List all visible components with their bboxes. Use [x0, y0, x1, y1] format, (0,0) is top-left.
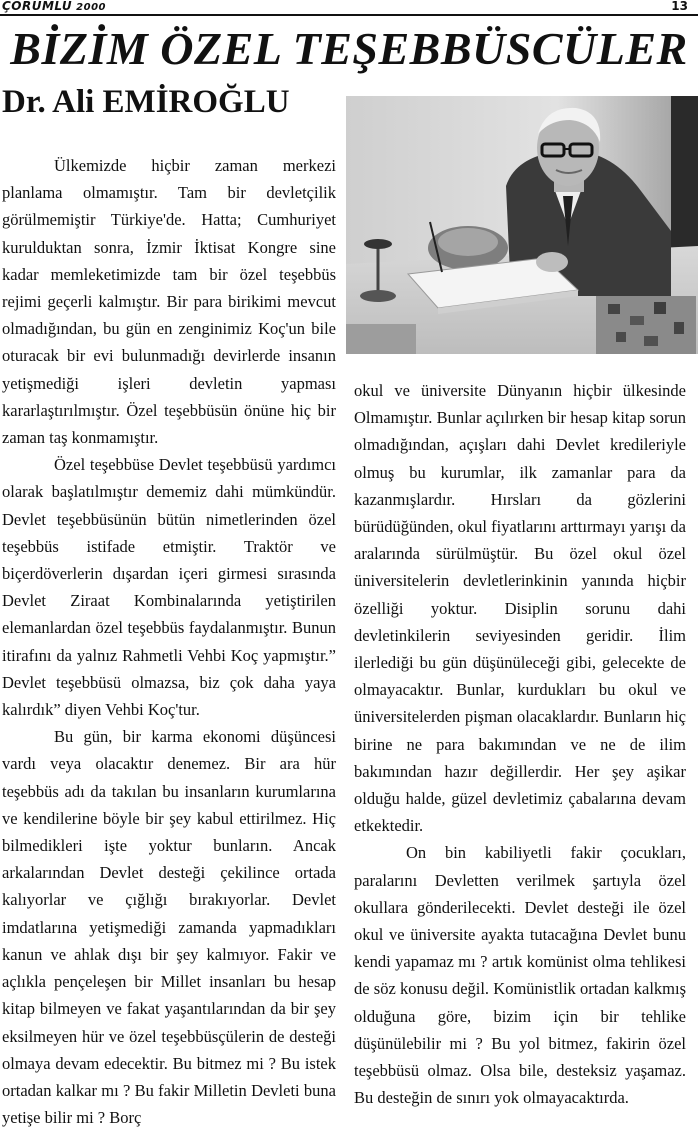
paragraph: On bin kabiliyetli fakir çocukları, paralarını Devletten verilmek şartıyla özel okullara gönderilecekti. Devlet desteği ile özel okul ve üniversite ayakta tutacağına Devlet bunu kendi yapamaz mı ? artık komünist olma tehlikesi de söz konusu değil. Komünistlik ortadan kalkmış olduğuna göre, bizim için bir tehlike düşünülebilir mi ? Bu yol bitmez, fakirin özel teşebbüsü olmaz. Olsa bile, desteksiz yaşamaz. Bu desteğin de sınırı yok olmayacaktırda. — [354, 843, 686, 1108]
article-column-left — [2, 152, 336, 1131]
newspaper-brand — [2, 0, 106, 14]
author-byline: Dr. Ali EMİROĞLU — [2, 84, 290, 120]
page-number: 13 — [671, 0, 688, 13]
paragraph: Bu gün, bir karma ekonomi düşüncesi vardı veya olacaktır denemez. Bir ara hür teşebbüs adı da takılan bu insanların kurumlarına ve kendilerine böyle bir şey kabul ettirilmez. Hiç bilmedikleri işte yoktur bunların. Ancak arkalarından Devlet desteği çekilince ortada kalıyorlar ve çığlığı bırakıyorlar. Devlet imdatlarına yetişmediği zamanda yapmadıkları kanun ve ahlak dışı bir şey kalmıyor. Fakir ve açlıkla pençeleşen bir Millet insanları bu hesap kitap bilmeyen ve fakat yaşantılarından da bir şey eksilmeyen hür ve özel teşebbüsçülerin de desteği olmaya devam edecektir. Bu bitmez mi ? Bu istek ortadan kalkar mı ? Bu fakir Milletin Devleti buna yetişe bilir mi ? Borç — [2, 727, 336, 1128]
paragraph: okul ve üniversite Dünyanın hiçbir ülkesinde Olmamıştır. Bunlar açılırken bir hesap kitap sorun olmadığından, açışları dahi Devlet kredileriyle olmuş bu kurumlar, ilk zamanlar para da kazanmışlardır. Hırsları da gözlerini bürüdüğünden, okul fiyatlarını arttırmayı yarışı da aralarında sürülmüştür. Bu özel okul özel üniversitelerin devletlerinkinin yanında hiçbir özelliği yoktur. Disiplin sorunu dahi devletinkilerin seviyesinden geridir. İlim ilerlediği bu gün düşünüleceği gibi, gelecekte de olmayacaktır. Bunlar, kurdukları bu okul ve üniversitelerden pişman olacaklardır. Bunların hiç birine ne para bakımından ve ne de ilim bakımından hazır değillerdir. Her şey aşikar olduğu halde, güzel devletimiz çabalarına devam etkektedir. — [354, 381, 686, 836]
article-column-right — [354, 377, 686, 1111]
paragraph: Özel teşebbüse Devlet teşebbüsü yardımcı olarak başlatılmıştır dememiz dahi mümkündür. Devlet teşebbüsünün bütün nimetlerinden özel teşebbüs istifade etmiştir. Traktör ve biçerdöverlerin dışardan içeri girmesi sırasında Devlet Ziraat Kombinalarında yetiştirilen elemanlardan özel teşebbüs faydalanmıştır. Bunun itirafını da yalnız Rahmetli Vehbi Koç yapmıştır.” Devlet teşebbüsü olmazsa, biz çok daha yaya kalırdık” diyen Vehbi Koç'tur. — [2, 455, 336, 720]
article-headline: BİZİM ÖZEL TEŞEBBÜSCÜLER — [10, 23, 688, 74]
paragraph: Ülkemizde hiçbir zaman merkezi planlama olmamıştır. Tam bir devletçilik görülmemiştir Türkiye'de. Hatta; Cumhuriyet kurulduktan sonra, İzmir İktisat Kongre sine kadar memleketimizde tam bir özel teşebbüs rejimi geçerli kalmıştır. Bir para birikimi mevcut olmadığından, bu gün en zenginimiz Koç'un bile oturacak bir evi bulunmadığı devirlerde insanın yetişmediği işleri devletin yapması kararlaştırılmıştır. Özel teşebbüsün önüne hiç bir zaman taş konmamıştır. — [2, 156, 336, 448]
author-portrait-photo — [346, 96, 698, 354]
newspaper-name: ÇORUMLU — [2, 0, 73, 13]
masthead — [0, 0, 698, 16]
newspaper-year: 2000 — [76, 2, 107, 13]
masthead-rule — [0, 14, 698, 16]
